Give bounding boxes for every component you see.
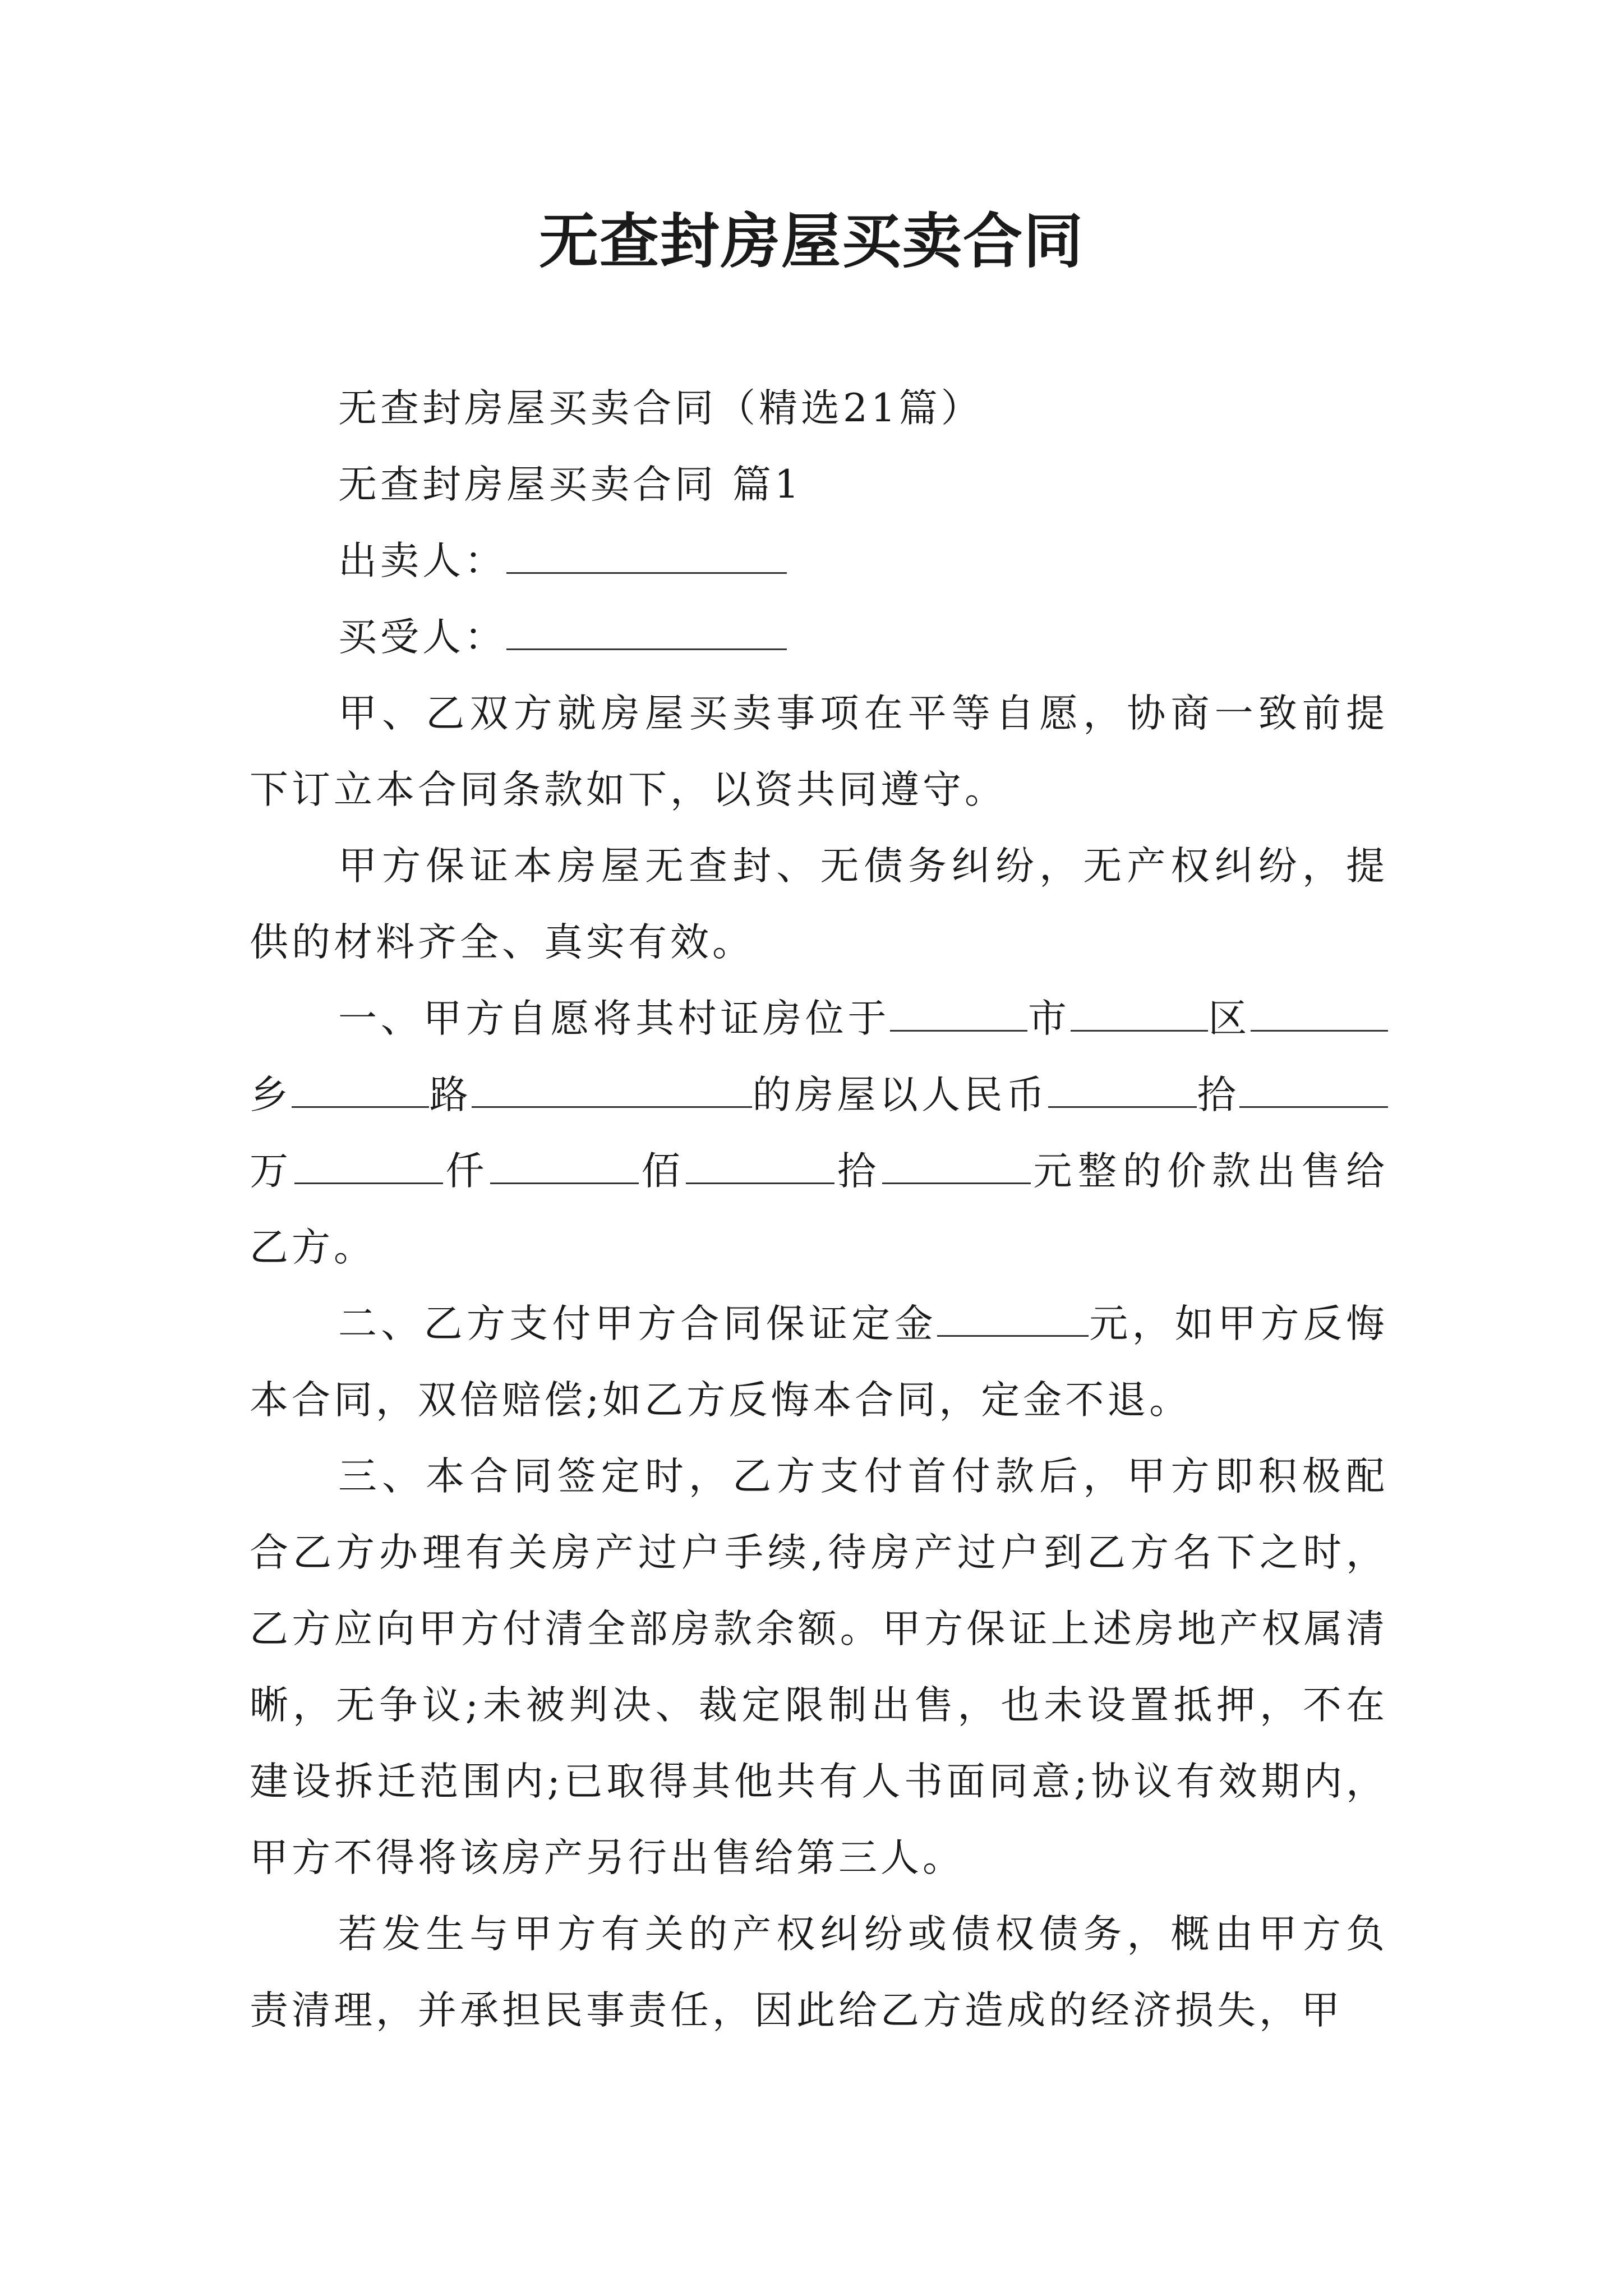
ten-thousand-blank (1239, 1069, 1388, 1108)
yuan-blank (882, 1145, 1031, 1184)
paragraph-intro: 甲、乙双方就房屋买卖事项在平等自愿，协商一致前提下订立本合同条款如下，以资共同遵守。 (250, 691, 1388, 812)
seller-blank (506, 535, 787, 574)
clause1-text: 拾 (1197, 1073, 1240, 1117)
document-body (250, 370, 1388, 2049)
clause1-text: 的房屋以人民币 (752, 1073, 1049, 1117)
paragraph-clause1 (250, 981, 1388, 1286)
address-blank (472, 1069, 752, 1108)
township-blank (1251, 993, 1388, 1032)
clause2-text: 二、乙方支付甲方合同保证定金 (338, 1301, 937, 1346)
seller-line (250, 523, 1388, 599)
clause1-text: 仟 (442, 1149, 491, 1194)
paragraph-clause4: 若发生与甲方有关的产权纠纷或债权债务，概由甲方负责清理，并承担民事责任，因此给乙方造成的经济损失，甲 (250, 1912, 1388, 2033)
thousand-blank (294, 1145, 443, 1184)
paragraph-clause2 (250, 1286, 1388, 1438)
document-title: 无查封房屋买卖合同 (539, 206, 1084, 276)
clause1-text: 路 (429, 1073, 472, 1117)
clause1-text: 万 (250, 1149, 294, 1194)
road-blank (292, 1069, 429, 1108)
clause1-text: 区 (1207, 996, 1251, 1041)
clause1-text: 拾 (834, 1149, 882, 1194)
paragraph-clause3: 三、本合同签定时，乙方支付首付款后，甲方即积极配合乙方办理有关房产过户手续,待房产过户到乙方名下之时，乙方应向甲方付清全部房款余额。甲方保证上述房地产权属清晰，无争议;未被判决、裁定限制出售，也未设置抵押，不在建设拆迁范围内;已取得其他共有人书面同意;协议有效期内，甲方不得将该房产另行出售给第三人。 (250, 1454, 1388, 1880)
clause1-text: 市 (1027, 996, 1071, 1041)
ten-blank (686, 1145, 834, 1184)
clause1-text: 佰 (639, 1149, 686, 1194)
buyer-blank (506, 611, 787, 650)
clause2-text: 元，如甲方反悔本合同，双倍赔偿;如乙方反悔本合同，定金不退。 (250, 1301, 1389, 1423)
city-blank (890, 993, 1027, 1032)
seller-label: 出卖人： (338, 539, 506, 583)
paragraph-guarantee: 甲方保证本房屋无查封、无债务纠纷，无产权纠纷，提供的材料齐全、真实有效。 (250, 844, 1388, 965)
deposit-blank (937, 1298, 1089, 1337)
clause1-text: 元整的价款出售给乙方。 (250, 1149, 1389, 1270)
section-heading: 无查封房屋买卖合同 篇1 (338, 462, 803, 507)
clause1-text: 乡 (250, 1073, 292, 1117)
hundred-blank (490, 1145, 639, 1184)
hundred-thousand-blank (1048, 1069, 1197, 1108)
document-subtitle: 无查封房屋买卖合同（精选21篇） (338, 386, 983, 431)
district-blank (1071, 993, 1208, 1032)
buyer-label: 买受人： (338, 615, 506, 660)
clause1-text: 一、甲方自愿将其村证房位于 (338, 996, 891, 1041)
buyer-line (250, 599, 1388, 675)
